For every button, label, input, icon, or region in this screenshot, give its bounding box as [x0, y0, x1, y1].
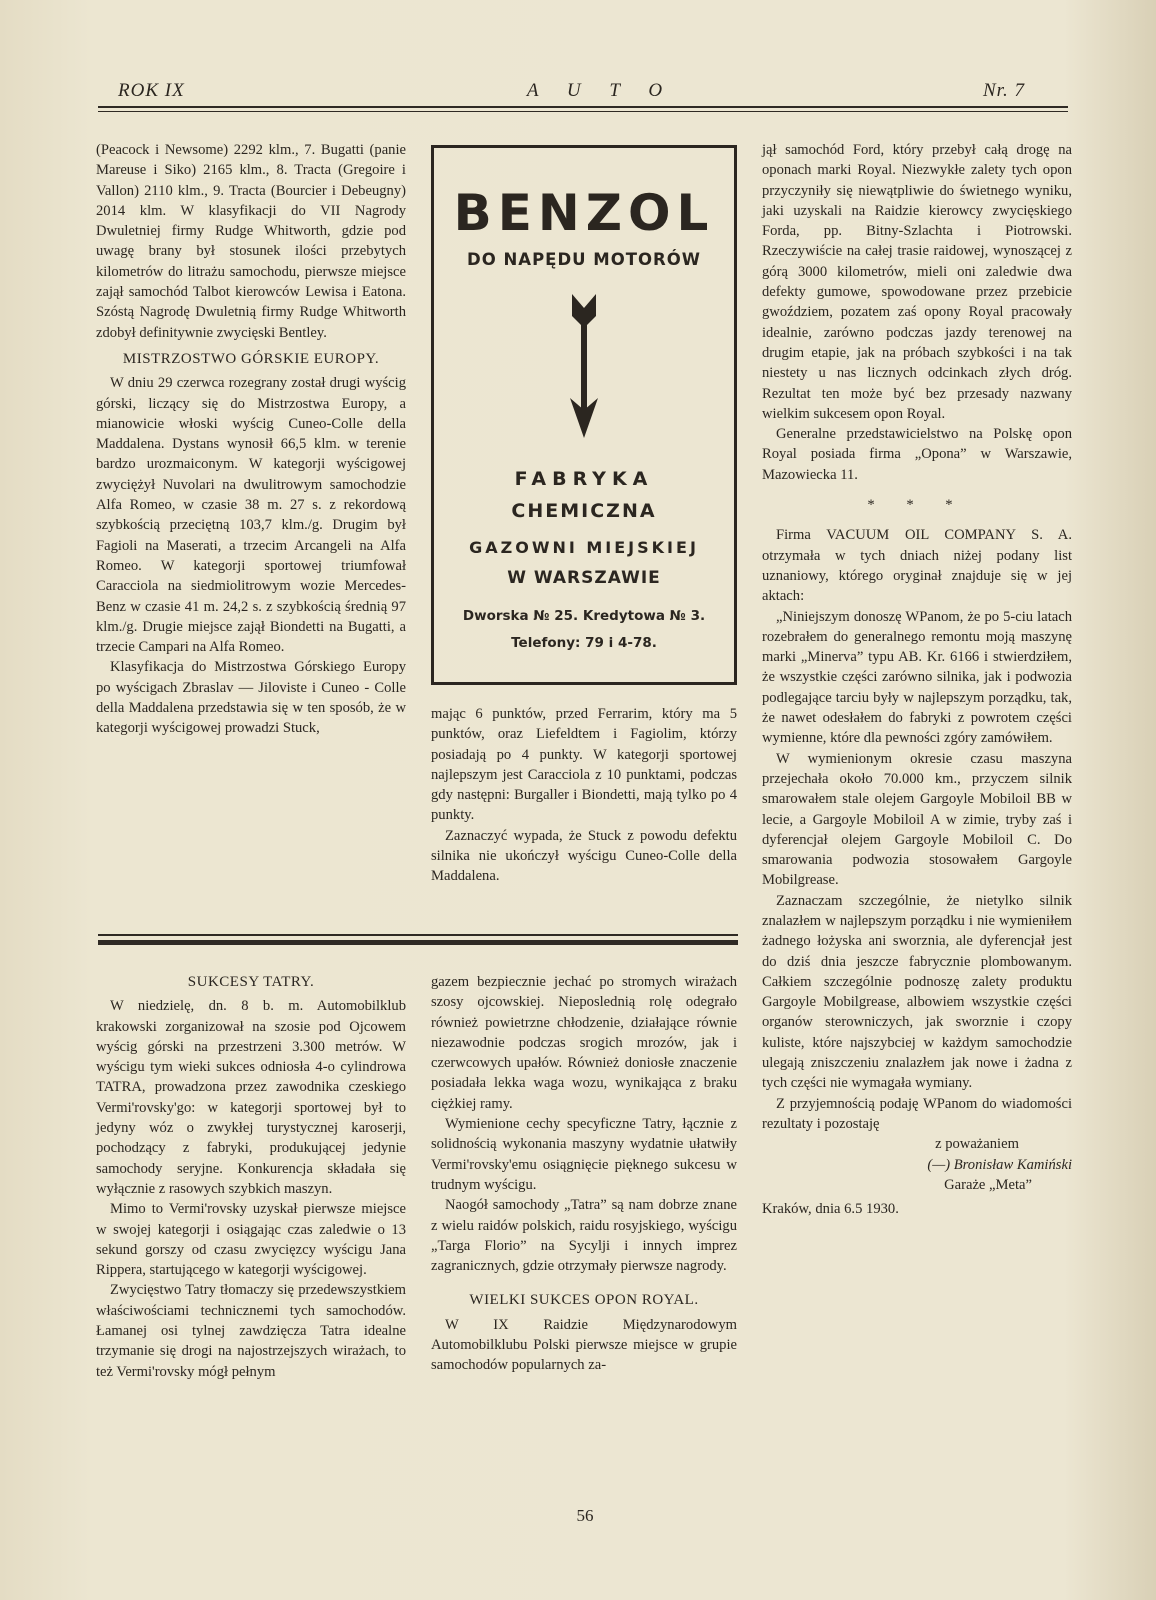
column-2-top — [431, 704, 737, 887]
paragraph: gazem bezpiecznie jechać po stromych wirażach szosy ojcowskiej. Nieposlednią rolę odegrało również powietrzne chłodzenie, działające równie niezawodnie podczas srogich mrozów, jak i czerwcowych upałów. Również doniosłe znaczenie posiadała lekka waga wozu, wynikająca z braku ciężkiej ramy. — [431, 974, 737, 1112]
paragraph: Naogół samochody „Tatra” są nam dobrze znane z wielu raidów polskich, raidu rosyjskiego, wyścigu „Targa Florio” na Sycylji i innych imprez zagranicznych, gdzie otrzymały pierwsze nagrody. — [431, 1197, 737, 1275]
column-3 — [762, 140, 1072, 1219]
ad-address: Dworska № 25. Kredytowa № 3. — [462, 608, 706, 624]
paragraph: Klasyfikacja do Mistrzostwa Górskiego Europy po wyścigach Zbraslav — Jiloviste i Cuneo - Colle della Maddalena przedstawia się w ten sposób, że w kategorji wyścigowej prowadzi Stuck, — [96, 659, 406, 737]
ad-line-warszawie: W WARSZAWIE — [507, 568, 661, 588]
dateline: Kraków, dnia 6.5 1930. — [762, 1201, 899, 1218]
closing: z poważaniem — [935, 1136, 1019, 1153]
paragraph: W niedzielę, dn. 8 b. m. Automobilklub krakowski zorganizował na szosie pod Ojcowem wyścig górski na przestrzeni 3.300 metrów. W wyścigu tym wieki sukces odniosła 4-o cylindrowa TATRA, prowadzona przez zawodnika czeskiego Vermi'rovsky'go: w kategorji sportowej był to jedyny wóz o zwykłej turystycznej karoserji, pochodzący z fabryki, produkującej jedynie samochody seryjne. Konkurencja składała się wyłącznie z rasowych szybkich maszyn. — [96, 998, 406, 1197]
paragraph: Z przyjemnością podaję WPanom do wiadomości rezultaty i pozostaję — [762, 1095, 1072, 1132]
section-heading-royal: WIELKI SUKCES OPON ROYAL. — [469, 1292, 699, 1309]
header-issue: Nr. 7 — [983, 80, 1025, 101]
ad-subtitle: DO NAPĘDU MOTORÓW — [467, 250, 701, 269]
signature: (—) Bronisław Kamiński — [927, 1156, 1072, 1173]
benzol-advertisement — [431, 145, 737, 685]
paragraph: Wymienione cechy specyficzne Tatry, łącznie z solidnością wykonania maszyny wydatnie ułatwiły Vermi'rovsky'emu osiągnięcie pięknego sukcesu w trudnym wyścigu. — [431, 1116, 737, 1193]
header-rule — [98, 106, 1068, 108]
ad-line-fabryka: FABRYKA — [514, 468, 654, 490]
column-2-bottom — [431, 972, 737, 1376]
paragraph: Zaznaczyć wypada, że Stuck z powodu defektu silnika nie ukończył wyścigu Cuneo-Colle della Maddalena. — [431, 827, 737, 885]
paragraph: mając 6 punktów, przed Ferrarim, który ma 5 punktów, oraz Liefeldtem i Fagiolim, którzy posiadają po 4 punkty. W kategorji sportowej najlepszym jest Caracciola z 10 punktami, podczas gdy następni: Burgaller i Biondetti, mają tylko po 4 punkty. — [431, 706, 737, 824]
paragraph: Zwycięstwo Tatry tłomaczy się przedewszystkiem właściwościami technicznemi tych samochodów. Łamanej osi tylnej zawdzięcza Tatra idealne trzymanie się drogi na najostrzejszych wirażach, to też Vermi'rovsky mógł pełnym — [96, 1282, 406, 1380]
paragraph: Zaznaczam szczególnie, że nietylko silnik znalazłem w najlepszym porządku i nie wymieniłem żadnego łożyska ani sworznia, ale dyferencjał jest do dziś dnia jeszcze fabrycznie plombowanym. Całkiem szczególnie podnoszę zalety produktu Gargoyle Mobilgrease, albowiem wszystkie części organów sterowniczych, jak sworznie i czopy kuliste, które najszybciej w każdym samochodzie ulegają zniszczeniu znalazłem jak nowe i żadna z tych części nie wymagała wymiany. — [762, 892, 1072, 1092]
ad-title: BENZOL — [453, 184, 715, 242]
paragraph: (Peacock i Newsome) 2292 klm., 7. Bugatti (panie Mareuse i Siko) 2165 klm., 8. Tracta (Gregoire i Vallon) 2110 klm., 9. Tracta (Bourcier i Debeugny) 2014 klm. W klasyfikacji do VII Nagrody Dwuletniej firmy Rudge Whitworth, gdzie pod uwagę brany był stosunek ilości przebytych kilometrów do litrażu samochodu, pierwsze miejsce zajął samochód Talbot kierowców Lewisa i Eatona. Szóstą Nagrodę Dwuletnią firmy Rudge Whitworth zdobył definitywnie zwycięski Bentley. — [96, 142, 406, 341]
header-rule-thin — [98, 111, 1068, 112]
paragraph: Mimo to Vermi'rovsky uzyskał pierwsze miejsce w swojej kategorji i osiągając czas zaledwie o 13 sekund gorszy od czasu zwycięzcy wyścigu Jana Rippera, startującego w kategorji wyścigowej. — [96, 1201, 406, 1279]
paragraph: jął samochód Ford, który przebył całą drogę na oponach marki Royal. Niezwykłe zalety tych opon przyczyniły się niewątpliwie do świetnego wyniku, jaki uzyskali na Raidzie kierowcy zwycięskiego Forda, pp. Bitny-Szlachta i Piotrowski. Rzeczywiście na całej trasie raidowej, wynoszącej z górą 3000 kilometrów, mieli oni zaledwie dwa defekty gumowe, spowodowane przez przebicie gwoździem, pozatem zaś opony Royal pracowały idealnie, zarówno podczas jazdy terenowej na drugim etapie, jak na próbach szybkości i na tak niestety u nas licznych odcinkach złych dróg. Rezultat ten może być bez przesady nazwany wielkim sukcesem opon Royal. — [762, 142, 1072, 422]
arrow-down-icon — [562, 294, 606, 444]
header-title: A U T O — [526, 80, 664, 101]
paragraph: W wymienionym okresie czasu maszyna przejechała około 70.000 km., przyczem silnik smarowałem stale olejem Gargoyle Mobiloil BB w lecie, a Gargoyle Mobiloil A w zimie, tryby zaś i dyferencjał olejem Gargoyle Mobiloil C. Do smarowania podwozia stosowałem Gargoyle Mobilgrease. — [762, 750, 1072, 889]
header-year: ROK IX — [118, 80, 185, 101]
section-heading-mistrzostwo: MISTRZOSTWO GÓRSKIE EUROPY. — [122, 350, 380, 367]
section-rule-thick — [98, 940, 738, 945]
paragraph: W IX Raidzie Międzynarodowym Automobilklubu Polski pierwsze miejsce w grupie samochodów popularnych za- — [431, 1316, 737, 1374]
section-rule — [98, 934, 738, 936]
ad-phones: Telefony: 79 i 4-78. — [511, 635, 657, 651]
page-number: 56 — [576, 1506, 594, 1525]
paragraph: Generalne przedstawicielstwo na Polskę opon Royal posiada firma „Opona” w Warszawie, Mazowiecka 11. — [762, 426, 1072, 483]
garage-name: Garaże „Meta” — [944, 1176, 1032, 1193]
section-heading-tatra: SUKCESY TATRY. — [187, 974, 315, 990]
section-separator: * * * — [867, 497, 967, 514]
column-1-bottom — [96, 972, 406, 1382]
ad-line-gazowni: GAZOWNI MIEJSKIEJ — [469, 538, 699, 557]
paragraph: Firma VACUUM OIL COMPANY S. A. otrzymała w tych dniach niżej podany list uznaniowy, którego oryginał znajduje się w jej aktach: — [762, 527, 1072, 605]
column-1-top — [96, 140, 406, 739]
paragraph: „Niniejszym donoszę WPanom, że po 5-ciu latach rozebrałem do generalnego remontu moją maszynę marki „Minerva” typu AB. Kr. 6166 i stwierdziłem, że wszystkie części zarówno silnika, jak i podwozia podlegające tarciu były w najlepszym porządku, tak, że nawet odesłałem do fabryki z powrotem części wymienne, które dla pewności zgóry zamówiłem. — [762, 608, 1072, 747]
ad-line-chemiczna: CHEMICZNA — [511, 500, 657, 522]
paragraph: W dniu 29 czerwca rozegrany został drugi wyścig górski, liczący się do Mistrzostwa Europy, a mianowicie włoski wyścig Cuneo-Colle della Maddalena. Dystans wynosił 66,5 klm. w terenie bardzo urozmaiconym. W kategorji wyścigowej zwyciężył Nuvolari na dwulitrowym samochodzie Alfa Romeo, w czasie 38 m. 27 s. z rekordową szybkością przeciętną 103,7 klm./g. Drugim był Fagioli na Maserati, a trzecim Arcangeli na Alfa Romeo. W kategorji sportowej triumfował Caracciola na siedmiolitrowym wozie Mercedes-Benz w czasie 41 m. 24,2 s. z szybkością średnią 97 klm./g. Drugie miejsce zajął Biondetti na Bugatti, a trzecie Campari na Alfa Romeo. — [96, 375, 406, 656]
